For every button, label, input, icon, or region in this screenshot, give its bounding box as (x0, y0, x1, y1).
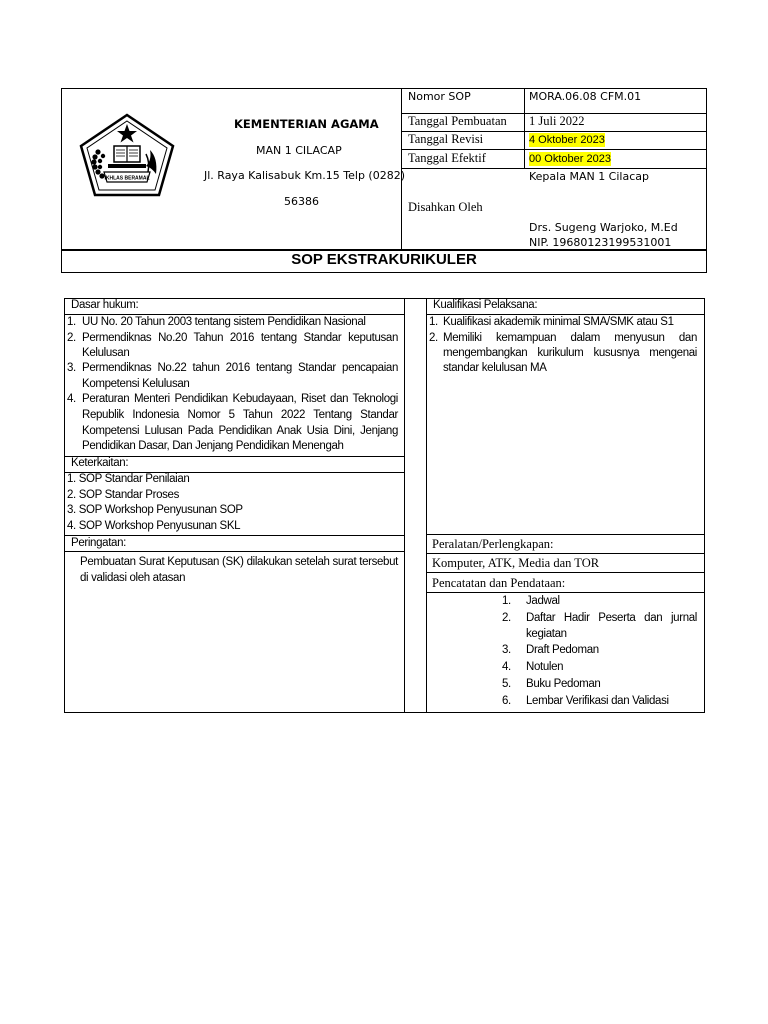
field-label-nomor-sop: Nomor SOP (408, 90, 471, 103)
pencatatan-num-1: 1. (502, 595, 511, 607)
institution-name: KEMENTERIAN AGAMA (234, 117, 379, 131)
kualifikasi-item-2-line-1: Memiliki kemampuan dalam menyusun dan (443, 332, 697, 344)
dasar-hukum-num-3: 3. (67, 362, 76, 374)
field-label-tanggal-pembuatan: Tanggal Pembuatan (408, 114, 507, 128)
peringatan-line-1: Pembuatan Surat Keputusan (SK) dilakukan setelah surat tersebut (80, 556, 398, 568)
dasar-hukum-item-3-line-1: Permendiknas No.22 tahun 2016 tentang Standar pencapaian (82, 362, 398, 374)
dasar-hukum-item-1: UU No. 20 Tahun 2003 tentang sistem Pendidikan Nasional (82, 316, 366, 328)
keterkaitan-label: Keterkaitan: (71, 457, 129, 469)
school-name: MAN 1 CILACAP (256, 144, 342, 157)
pencatatan-item-2-line-1: Daftar Hadir Peserta dan jurnal (526, 612, 697, 624)
pencatatan-num-3: 3. (502, 644, 511, 656)
row-rule (426, 534, 705, 535)
approver-nip: NIP. 19680123199531001 (529, 236, 672, 249)
dasar-hukum-item-3-line-2: Kompetensi Kelulusan (82, 378, 190, 390)
svg-text:IKHLAS BERAMAL: IKHLAS BERAMAL (104, 175, 150, 182)
kualifikasi-label: Kualifikasi Pelaksana: (433, 299, 538, 311)
peringatan-line-2: di validasi oleh atasan (80, 572, 186, 584)
pencatatan-num-5: 5. (502, 678, 511, 690)
keterkaitan-item-4: 4. SOP Workshop Penyusunan SKL (67, 520, 241, 532)
row-rule (426, 572, 705, 573)
pencatatan-item-1: Jadwal (526, 595, 560, 607)
field-value-tanggal-efektif: 00 Oktober 2023 (529, 153, 611, 165)
keterkaitan-item-1: 1. SOP Standar Penilaian (67, 473, 190, 485)
dasar-hukum-item-4-line-4: Pendidikan Dasar, Dan Jenjang Pendidikan Menengah (82, 440, 344, 452)
field-value-tanggal-revisi: 4 Oktober 2023 (529, 134, 605, 146)
pencatatan-item-6: Lembar Verifikasi dan Validasi (526, 695, 669, 707)
pencatatan-item-5: Buku Pedoman (526, 678, 601, 690)
dasar-hukum-item-4-line-2: Republik Indonesia Nomor 5 Tahun 2022 Tentang Standar (82, 409, 398, 421)
kualifikasi-item-1: Kualifikasi akademik minimal SMA/SMK atau S1 (443, 316, 674, 328)
row-rule (401, 168, 707, 169)
school-address: Jl. Raya Kalisabuk Km.15 Telp (0282) (204, 169, 405, 182)
kualifikasi-item-2-line-2: mengembangkan kurikulum kususnya mengenai (443, 347, 697, 359)
ministry-logo (78, 112, 176, 198)
approval-label: Disahkan Oleh (408, 200, 483, 214)
dasar-hukum-num-4: 4. (67, 393, 76, 405)
keterkaitan-item-2: 2. SOP Standar Proses (67, 489, 179, 501)
peralatan-label: Peralatan/Perlengkapan: (432, 537, 554, 551)
approver-title: Kepala MAN 1 Cilacap (529, 170, 649, 183)
pencatatan-label: Pencatatan dan Pendataan: (432, 576, 566, 590)
dasar-hukum-item-2-line-2: Kelulusan (82, 347, 130, 359)
kualifikasi-item-2-line-3: standar kelulusan MA (443, 362, 547, 374)
body-divider-right (426, 298, 427, 713)
field-value-tanggal-pembuatan: 1 Juli 2022 (529, 114, 585, 128)
page-title: SOP EKSTRAKURIKULER (291, 251, 477, 268)
pencatatan-num-4: 4. (502, 661, 511, 673)
body-divider-left (404, 298, 405, 713)
pencatatan-num-6: 6. (502, 695, 511, 707)
dasar-hukum-item-2-line-1: Permendiknas No.20 Tahun 2016 tentang Standar keputusan (82, 332, 398, 344)
keterkaitan-item-3: 3. SOP Workshop Penyusunan SOP (67, 504, 243, 516)
peralatan-value: Komputer, ATK, Media dan TOR (432, 556, 600, 570)
kualifikasi-num-1: 1. (429, 316, 438, 328)
kualifikasi-num-2: 2. (429, 332, 438, 344)
dasar-hukum-item-4-line-3: Kompetensi Lulusan Pada Pendidikan Anak Usia Dini, Jenjang (82, 425, 398, 437)
row-rule (401, 149, 707, 150)
row-rule (426, 592, 705, 593)
approver-name: Drs. Sugeng Warjoko, M.Ed (529, 221, 678, 234)
field-label-tanggal-revisi: Tanggal Revisi (408, 132, 484, 146)
pencatatan-num-2: 2. (502, 612, 511, 624)
pencatatan-item-4: Notulen (526, 661, 564, 673)
school-postal-code: 56386 (284, 195, 319, 208)
dasar-hukum-label: Dasar hukum: (71, 299, 139, 311)
dasar-hukum-num-2: 2. (67, 332, 76, 344)
pencatatan-item-3: Draft Pedoman (526, 644, 599, 656)
dasar-hukum-item-4-line-1: Peraturan Menteri Pendidikan Kebudayaan, Riset dan Teknologi (82, 393, 398, 405)
pencatatan-item-2-line-2: kegiatan (526, 628, 567, 640)
header-field-divider (524, 88, 525, 168)
peringatan-label: Peringatan: (71, 537, 126, 549)
field-label-tanggal-efektif: Tanggal Efektif (408, 151, 486, 165)
dasar-hukum-num-1: 1. (67, 316, 76, 328)
row-rule (426, 553, 705, 554)
field-value-nomor-sop: MORA.06.08 CFM.01 (529, 90, 642, 103)
